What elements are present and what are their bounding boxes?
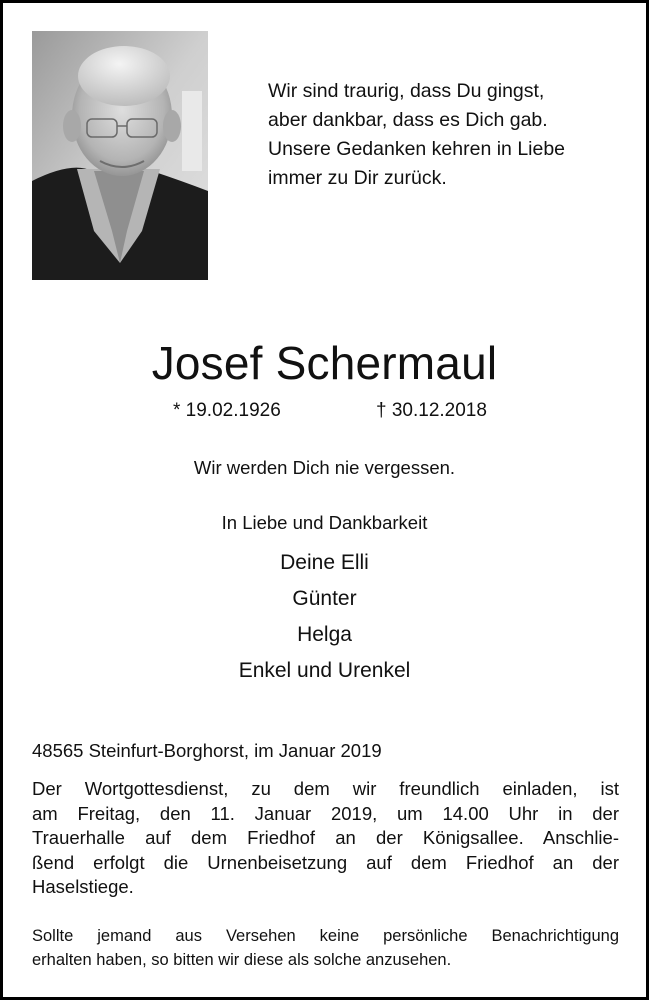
- mourner-name: Deine Elli: [280, 551, 369, 574]
- notice-line: Sollte jemand aus Versehen keine persönliche Benachrichtigung: [32, 927, 619, 945]
- deceased-name: Josef Schermaul: [151, 337, 498, 389]
- signature-intro: In Liebe und Dankbarkeit: [221, 512, 428, 533]
- farewell-line: Wir werden Dich nie vergessen.: [193, 457, 456, 478]
- memorial-verse: [268, 77, 565, 193]
- place-and-date: 48565 Steinfurt-Borghorst, im Januar 2019: [32, 740, 382, 761]
- notification-notice: [32, 924, 619, 972]
- verse-line: aber dankbar, dass es Dich gab.: [268, 109, 548, 131]
- notice-line: erhalten haben, so bitten wir diese als solche anzusehen.: [32, 951, 452, 969]
- verse-line: immer zu Dir zurück.: [268, 167, 447, 189]
- death-date: † 30.12.2018: [376, 400, 487, 421]
- mourner-name: Enkel und Urenkel: [238, 659, 411, 682]
- portrait-photo: [32, 31, 208, 280]
- service-line: Haselstiege.: [32, 876, 134, 897]
- birth-date: * 19.02.1926: [173, 400, 281, 421]
- mourner-name: Helga: [297, 623, 352, 646]
- verse-line: Wir sind traurig, dass Du gingst,: [268, 80, 545, 102]
- portrait-image: [32, 31, 208, 280]
- mourners-list: [3, 545, 646, 689]
- service-line: am Freitag, den 11. Januar 2019, um 14.00 Uhr in der: [32, 802, 619, 824]
- service-announcement: [32, 777, 619, 900]
- service-line: Trauerhalle auf dem Friedhof an der Königsallee. Anschlie-: [32, 827, 619, 848]
- verse-line: Unsere Gedanken kehren in Liebe: [268, 138, 566, 160]
- service-line: ßend erfolgt die Urnenbeisetzung auf dem Friedhof an der: [32, 851, 619, 873]
- mourner-name: Günter: [292, 587, 357, 610]
- service-line: Der Wortgottesdienst, zu dem wir freundlich einladen, ist: [32, 778, 619, 799]
